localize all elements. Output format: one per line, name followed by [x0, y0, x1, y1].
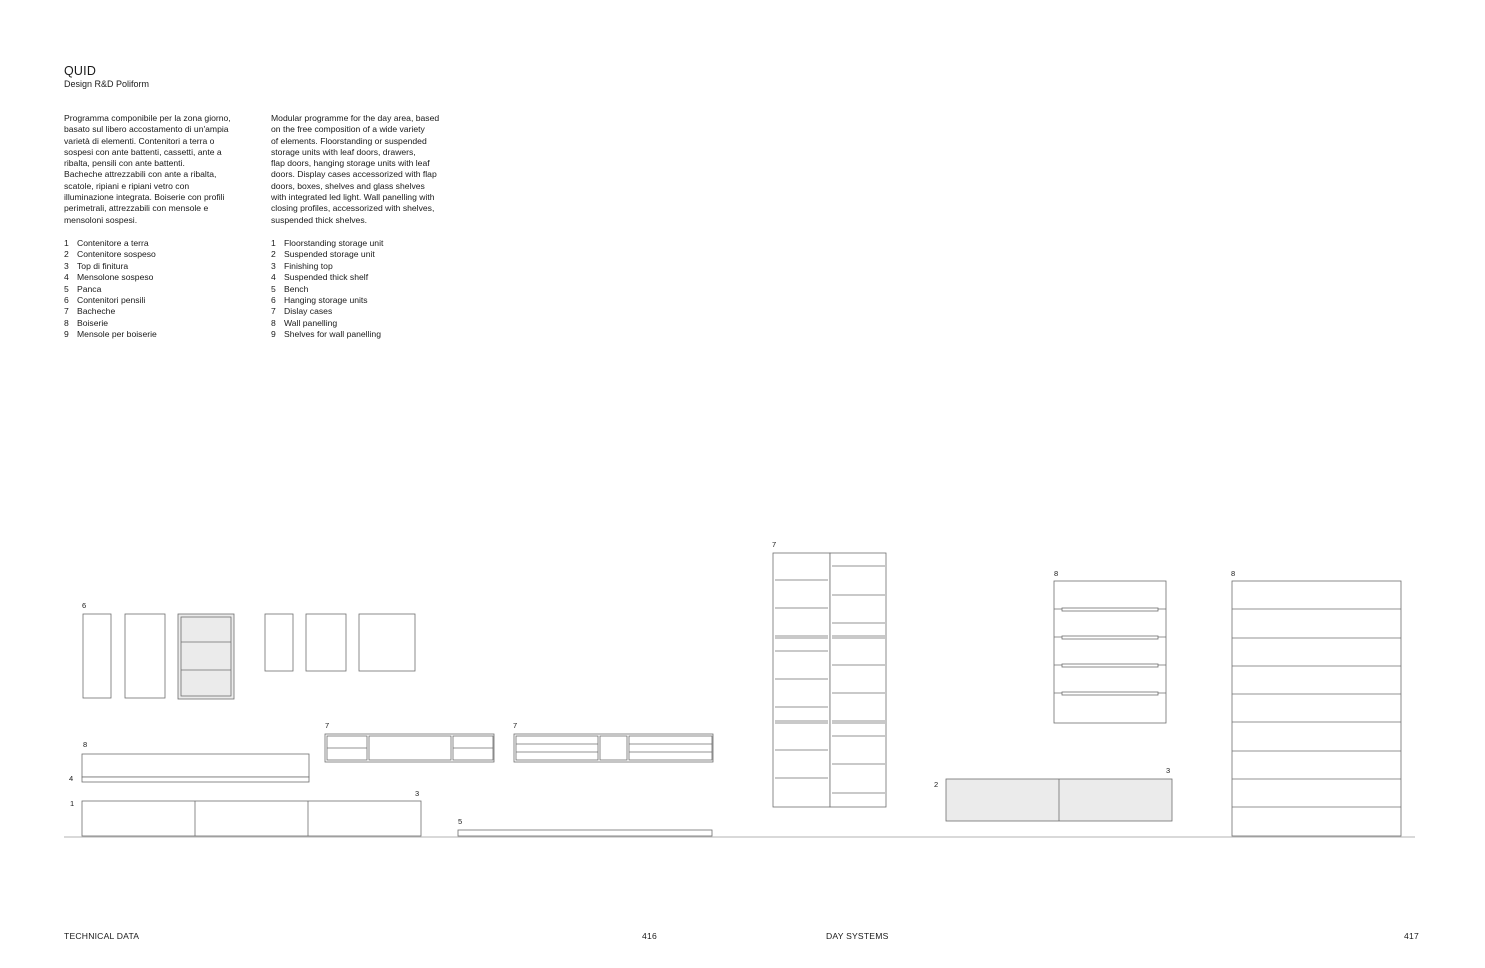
list-item: 1 Floorstanding storage unit — [271, 238, 384, 248]
list-item: 4 Suspended thick shelf — [271, 272, 369, 283]
english-description: Modular programme for the day area, based on the free composition of a wide variety of elements. Floorstanding or suspended storage units with leaf doors, drawers, flap doors, hanging storage units with leaf doors. Display cases accessorized with flap doors, boxes, shelves and glass shelves with integrated led light. Wall panelling with closing profiles, accessorized with shelves, suspended thick shelves. — [271, 113, 440, 225]
footer-section-left: TECHNICAL DATA — [64, 931, 140, 941]
label-suspended-unit: 2 — [934, 780, 939, 789]
list-item: 5 Bench — [271, 283, 309, 294]
label-wall-panel-small: 8 — [83, 740, 88, 749]
list-item: 7 Dislay cases — [271, 306, 333, 317]
list-item: 3 Finishing top — [271, 260, 333, 271]
list-item: 4 Mensolone sospeso — [64, 272, 154, 283]
list-item: 2 Contenitore sospeso — [64, 249, 156, 260]
hanging-unit — [306, 614, 346, 671]
bench — [458, 817, 712, 836]
wall-shelf — [1062, 692, 1158, 695]
list-item: 6 Contenitori pensili — [64, 295, 146, 306]
list-item: 9 Mensole per boiserie — [64, 329, 157, 340]
list-item: 3 Top di finitura — [64, 260, 129, 271]
label-display-tall: 7 — [772, 540, 777, 549]
list-item: 8 Boiserie — [64, 317, 109, 328]
list-item: 6 Hanging storage units — [271, 295, 368, 306]
hanging-unit — [265, 614, 293, 671]
hanging-unit — [83, 614, 111, 698]
italian-description: Programma componibile per la zona giorno, basato sul libero accostamento di un'ampia varietà di elementi. Contenitori a terra o sospesi con ante battenti, cassetti, ante a ribalta, pensili con ante battenti. Bacheche attrezzabili con ante a ribalta, scatole, ripiani e ripiani vetro con illuminazione integrata. Boiserie con profili perimetrali, attrezzabili con mensole e mensoloni sospesi. — [64, 113, 231, 225]
label-wall-panel-mid: 8 — [1054, 569, 1059, 578]
label-thick-shelf: 4 — [69, 774, 74, 783]
suspended-storage-unit — [934, 766, 1172, 821]
label-floor-top: 3 — [415, 789, 420, 798]
footer-section-right: DAY SYSTEMS — [826, 931, 889, 941]
wall-shelf — [1062, 608, 1158, 611]
hanging-unit — [359, 614, 415, 671]
display-case-tall — [772, 540, 886, 807]
page-number-left: 416 — [642, 931, 657, 941]
display-case-low-a — [325, 721, 494, 762]
label-wall-panel-right: 8 — [1231, 569, 1236, 578]
wall-shelf — [1062, 664, 1158, 667]
list-item: 2 Suspended storage unit — [271, 249, 375, 260]
wall-panel-tall — [1231, 569, 1401, 836]
hanging-unit — [125, 614, 165, 698]
wall-shelf — [1062, 636, 1158, 639]
list-item: 5 Panca — [64, 283, 102, 294]
list-item: 9 Shelves for wall panelling — [271, 329, 381, 340]
label-hanging-units: 6 — [82, 601, 87, 610]
page-title: QUID — [64, 64, 97, 78]
label-suspended-top: 3 — [1166, 766, 1171, 775]
thick-shelf — [82, 777, 309, 782]
hanging-storage-units — [82, 601, 415, 699]
wall-panel-with-shelves — [1054, 569, 1166, 723]
label-display-low-a: 7 — [325, 721, 330, 730]
display-case-low-b — [513, 721, 713, 762]
floorstanding-unit — [82, 801, 421, 836]
label-floor-unit: 1 — [70, 799, 75, 808]
list-item: 7 Bacheche — [64, 306, 116, 317]
hanging-unit-glass — [178, 614, 234, 699]
wall-panel — [82, 754, 309, 777]
label-bench: 5 — [458, 817, 463, 826]
page-number-right: 417 — [1404, 931, 1419, 941]
list-item: 8 Wall panelling — [271, 317, 338, 328]
designer-credit: Design R&D Poliform — [64, 79, 150, 89]
label-display-low-b: 7 — [513, 721, 518, 730]
list-item: 1 Contenitore a terra — [64, 238, 149, 248]
